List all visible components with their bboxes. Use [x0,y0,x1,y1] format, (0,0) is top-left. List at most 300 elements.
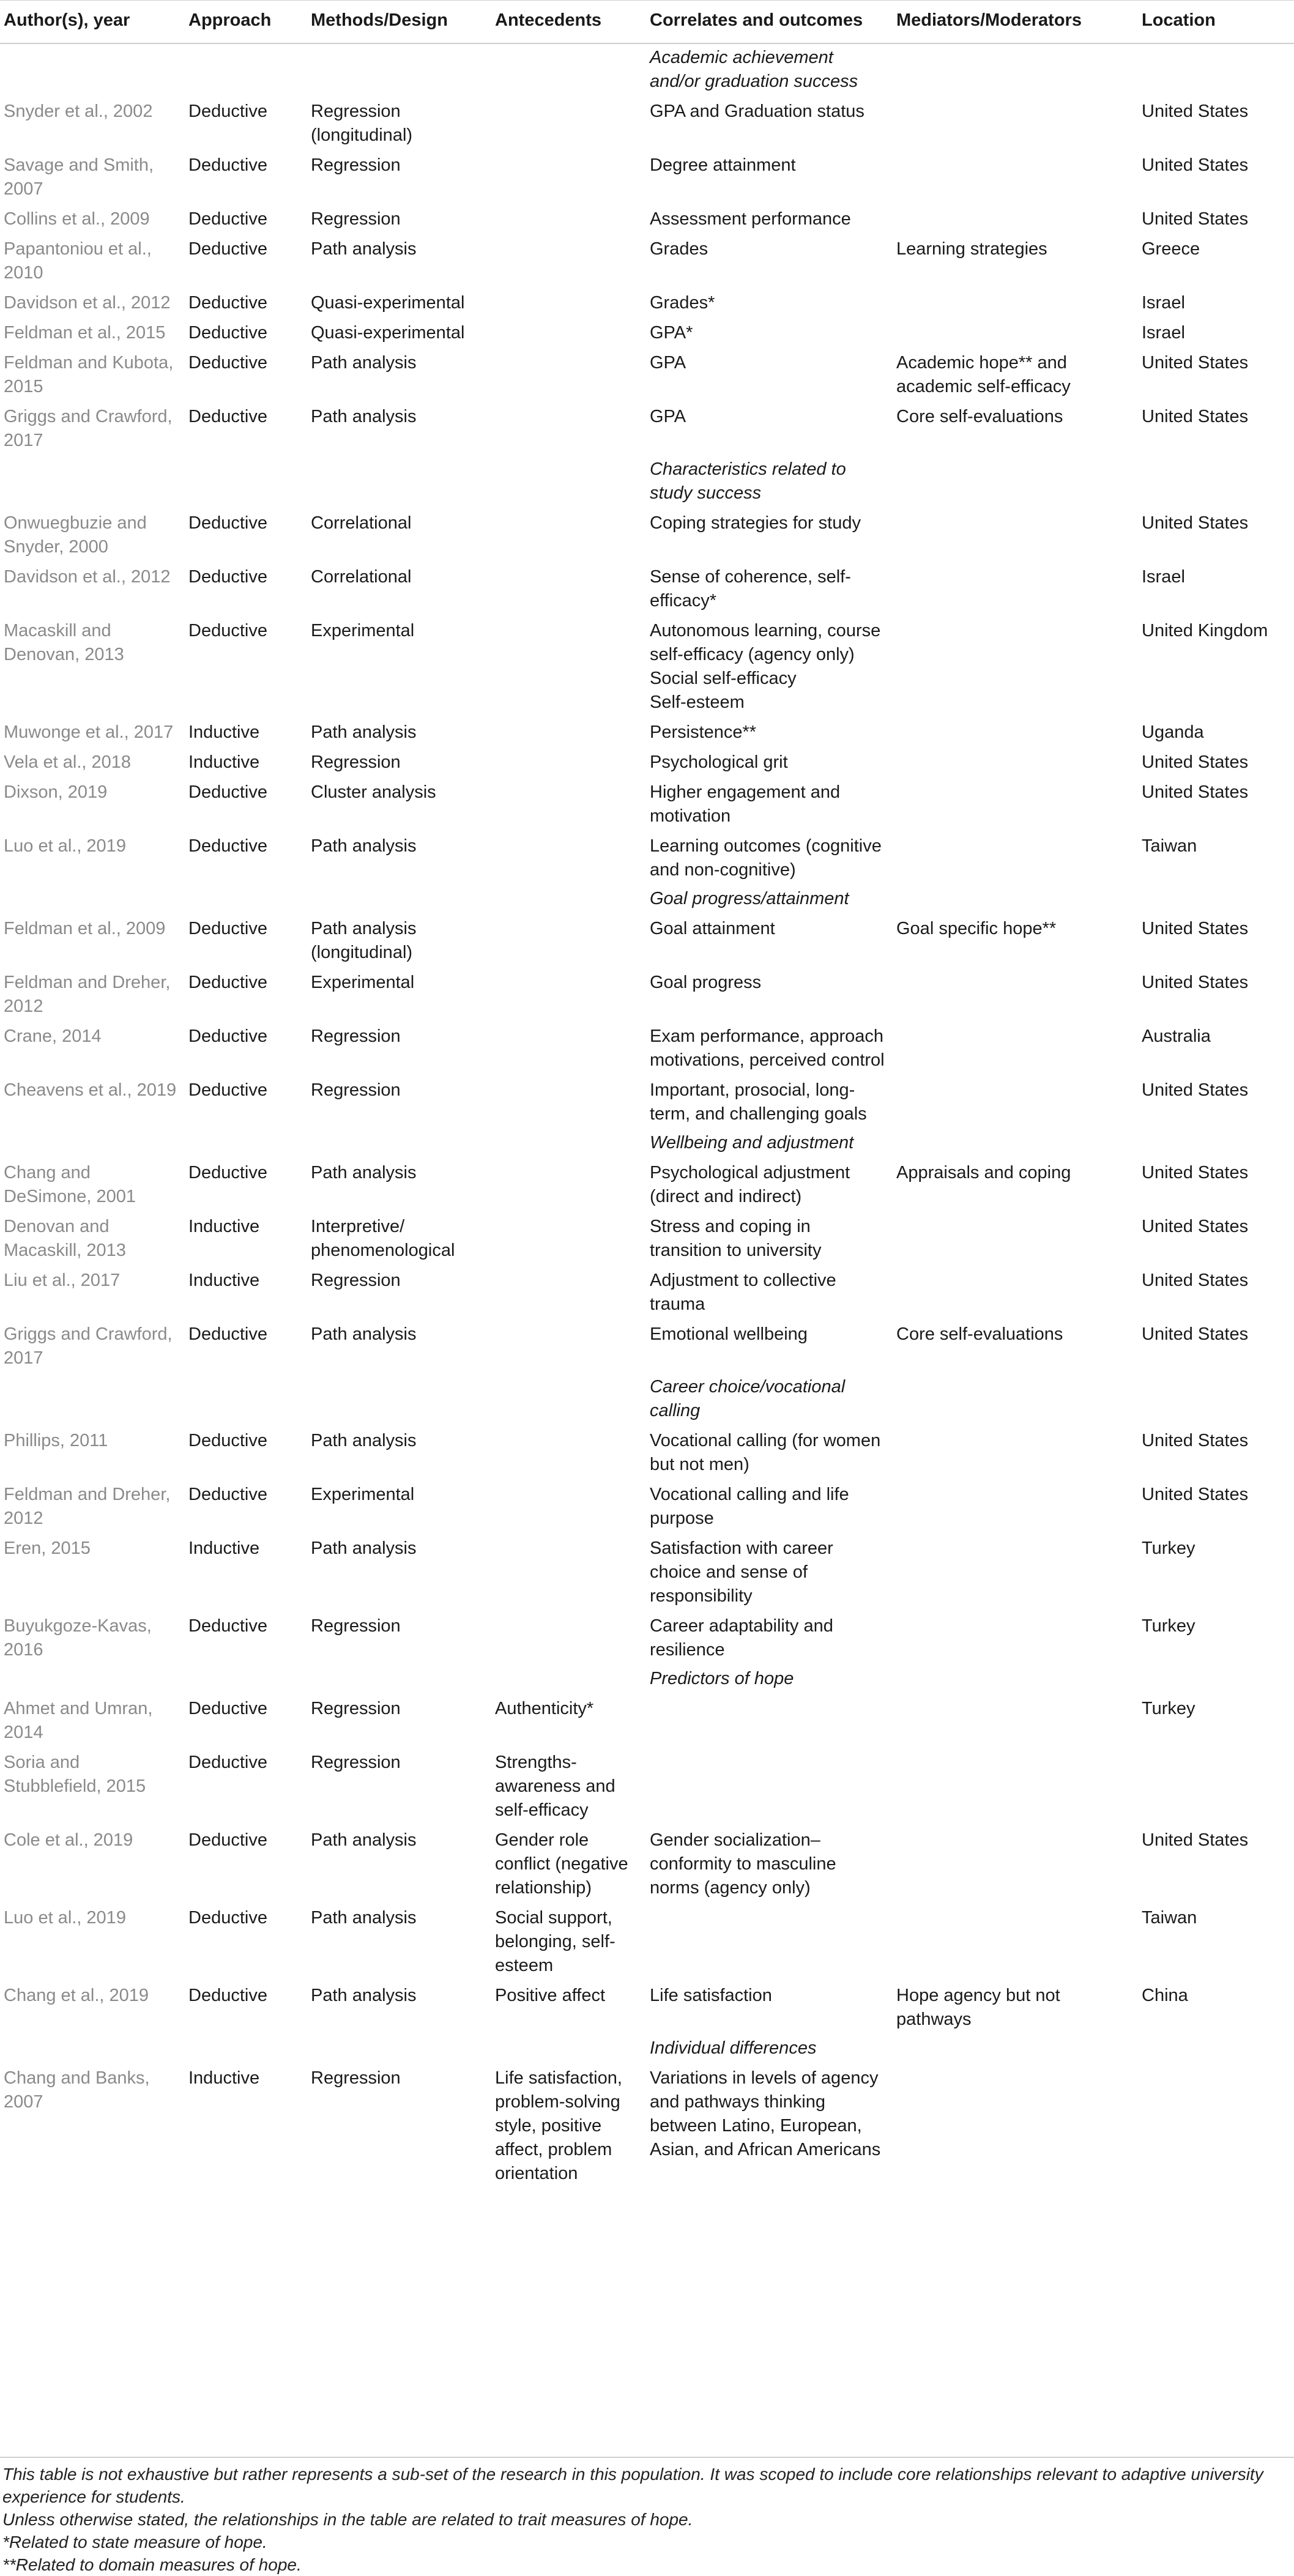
table-row [0,1611,1294,1665]
mediators-cell [893,508,1138,562]
author-cell: Vela et al., 2018 [4,752,131,772]
methods-cell: Regression [311,209,401,229]
table-row [0,204,1294,234]
approach-cell: Inductive [188,1271,260,1290]
author-cell: Papantoniou et al., 2010 [4,239,152,283]
methods-cell: Regression [311,1699,401,1718]
methods-cell: Path analysis (longitudinal) [311,919,417,962]
correlates-cell [646,1903,893,1981]
correlate-line: Career adaptability and resilience [650,1616,833,1660]
mediators-cell [893,1426,1138,1480]
correlate-line: GPA [650,407,686,426]
author-cell: Onwuegbuzie and Snyder, 2000 [4,513,147,557]
correlate-line: Satisfaction with career choice and sense of responsibility [650,1539,833,1606]
author-cell: Griggs and Crawford, 2017 [4,407,173,450]
correlates-cell [646,616,893,718]
table-section-row [0,2035,1294,2063]
empty-cell [893,456,1138,508]
antecedents-cell [491,1426,646,1480]
empty-cell [1138,1129,1294,1158]
approach-cell: Deductive [188,353,267,373]
correlates-cell [646,968,893,1022]
table-section-row [0,1665,1294,1694]
correlate-line: Vocational calling (for women but not men) [650,1431,881,1474]
author-cell: Feldman and Dreher, 2012 [4,1485,171,1528]
correlates-cell [646,2063,893,2189]
correlates-cell [646,288,893,318]
empty-cell [185,43,307,97]
author-cell: Denovan and Macaskill, 2013 [4,1217,126,1260]
correlates-cell [646,402,893,456]
location-cell: Taiwan [1142,1908,1197,1928]
approach-cell: Deductive [188,1324,267,1344]
correlates-cell [646,1426,893,1480]
mediators-cell [893,1212,1138,1266]
table-section-row [0,1373,1294,1426]
methods-cell: Path analysis [311,1986,417,2005]
methods-cell: Path analysis [311,1830,417,1850]
empty-cell [1138,2035,1294,2063]
table-section-row [0,1129,1294,1158]
location-cell: Israel [1142,323,1185,343]
table-row [0,1903,1294,1981]
table-row [0,1694,1294,1748]
empty-cell [307,1665,491,1694]
table-row [0,914,1294,968]
empty-cell [307,885,491,914]
table-row [0,748,1294,778]
correlates-cell [646,1748,893,1825]
author-cell: Dixson, 2019 [4,782,108,802]
antecedents-cell [491,288,646,318]
correlates-cell [646,204,893,234]
section-label: Individual differences [650,2038,817,2058]
table-row [0,318,1294,348]
table-row [0,1266,1294,1320]
correlates-cell [646,1480,893,1534]
empty-cell [1138,885,1294,914]
author-cell: Luo et al., 2019 [4,1908,126,1928]
table-row [0,1748,1294,1825]
methods-cell: Experimental [311,1485,415,1504]
approach-cell: Deductive [188,1026,267,1046]
methods-cell: Experimental [311,973,415,992]
mediators-cell [893,288,1138,318]
author-cell: Feldman et al., 2009 [4,919,166,938]
correlates-cell [646,1022,893,1075]
table-row [0,2063,1294,2189]
table-row [0,1022,1294,1075]
correlate-line: GPA [650,353,686,373]
approach-cell: Deductive [188,1699,267,1718]
table-row [0,1320,1294,1373]
correlate-line: Social self-efficacy [650,669,797,688]
table-section-row [0,456,1294,508]
approach-cell: Deductive [188,1163,267,1182]
methods-cell: Regression [311,1271,401,1290]
author-cell: Feldman and Dreher, 2012 [4,973,171,1016]
approach-cell: Deductive [188,293,267,313]
correlate-line: Adjustment to collective trauma [650,1271,836,1314]
correlate-line: Goal attainment [650,919,775,938]
mediators-cell: Core self-evaluations [896,1324,1063,1344]
methods-cell: Correlational [311,513,412,533]
empty-cell [491,2035,646,2063]
correlate-line: Grades* [650,293,715,313]
methods-cell: Path analysis [311,1539,417,1558]
mediators-cell [893,1903,1138,1981]
approach-cell: Inductive [188,1539,260,1558]
mediators-cell: Core self-evaluations [896,407,1063,426]
location-cell: United States [1142,782,1249,802]
methods-cell: Path analysis [311,1908,417,1928]
empty-cell [893,1373,1138,1426]
table-section-row [0,43,1294,97]
table-row [0,562,1294,616]
table-body [0,43,1294,2189]
correlate-line: GPA and Graduation status [650,102,865,121]
mediators-cell [893,968,1138,1022]
author-cell: Davidson et al., 2012 [4,293,171,313]
approach-cell: Deductive [188,1830,267,1850]
antecedents-cell [491,1320,646,1373]
empty-cell [0,885,185,914]
table-row [0,616,1294,718]
mediators-cell: Hope agency but not pathways [896,1986,1060,2029]
methods-cell: Path analysis [311,722,417,742]
table-row [0,1212,1294,1266]
location-cell: United Kingdom [1142,621,1268,640]
table-footnotes [0,2457,1294,2576]
antecedents-cell: Authenticity* [495,1699,594,1718]
antecedents-cell [491,1266,646,1320]
antecedents-cell [491,778,646,831]
table-row [0,234,1294,288]
methods-cell: Regression [311,1026,401,1046]
author-cell: Davidson et al., 2012 [4,567,171,587]
antecedents-cell [491,562,646,616]
author-cell: Ahmet and Umran, 2014 [4,1699,153,1742]
mediators-cell: Learning strategies [896,239,1047,259]
correlate-line: Grades [650,239,708,259]
location-cell: United States [1142,155,1249,175]
table-row [0,508,1294,562]
empty-cell [185,1665,307,1694]
location-cell [1138,1748,1294,1825]
methods-cell: Regression [311,155,401,175]
mediators-cell [893,150,1138,204]
mediators-cell: Goal specific hope** [896,919,1057,938]
correlates-cell [646,718,893,748]
approach-cell: Deductive [188,1485,267,1504]
mediators-cell [893,1480,1138,1534]
author-cell: Chang and DeSimone, 2001 [4,1163,136,1206]
location-cell: Israel [1142,567,1185,587]
table-row [0,150,1294,204]
antecedents-cell [491,718,646,748]
table-row [0,968,1294,1022]
approach-cell: Deductive [188,513,267,533]
correlates-cell [646,1694,893,1748]
location-cell: United States [1142,102,1249,121]
antecedents-cell [491,1480,646,1534]
mediators-cell [893,1694,1138,1748]
correlates-cell [646,1320,893,1373]
approach-cell: Inductive [188,722,260,742]
empty-cell [1138,1665,1294,1694]
footnote-trait: Unless otherwise stated, the relationships in the table are related to trait measures of hope. [2,2510,693,2529]
footnote-state: *Related to state measure of hope. [2,2533,267,2552]
empty-cell [307,2035,491,2063]
correlate-line: Vocational calling and life purpose [650,1485,849,1528]
approach-cell: Deductive [188,782,267,802]
author-cell: Feldman and Kubota, 2015 [4,353,174,396]
table-section-row [0,885,1294,914]
table-row [0,288,1294,318]
methods-cell: Interpretive/ phenomenological [311,1217,455,1260]
antecedents-cell [491,508,646,562]
correlate-line: GPA* [650,323,693,343]
empty-cell [1138,43,1294,97]
location-cell: United States [1142,1830,1249,1850]
empty-cell [1138,456,1294,508]
location-cell: Australia [1142,1026,1211,1046]
header-location: Location [1138,1,1294,44]
empty-cell [893,43,1138,97]
mediators-cell [893,1748,1138,1825]
mediators-cell [893,1022,1138,1075]
methods-cell: Quasi-experimental [311,323,465,343]
correlate-line: Coping strategies for study [650,513,861,533]
correlate-line: Self-esteem [650,692,745,712]
mediators-cell [893,1611,1138,1665]
antecedents-cell [491,97,646,150]
author-cell: Cole et al., 2019 [4,1830,133,1850]
approach-cell: Deductive [188,102,267,121]
methods-cell: Regression [311,1080,401,1100]
mediators-cell [893,1825,1138,1903]
correlate-line: Variations in levels of agency and pathways thinking between Latino, European, Asian, and African Americans [650,2068,881,2159]
correlates-cell [646,348,893,402]
methods-cell: Regression [311,1616,401,1636]
antecedents-cell [491,1158,646,1212]
author-cell: Griggs and Crawford, 2017 [4,1324,173,1368]
antecedents-cell [491,204,646,234]
location-cell: United States [1142,1163,1249,1182]
approach-cell: Deductive [188,1753,267,1772]
author-cell: Soria and Stubblefield, 2015 [4,1753,146,1796]
approach-cell: Inductive [188,752,260,772]
location-cell: United States [1142,407,1249,426]
correlates-cell [646,318,893,348]
antecedents-cell: Life satisfaction, problem-solving style, positive affect, problem orientation [495,2068,622,2183]
antecedents-cell [491,748,646,778]
antecedents-cell [491,914,646,968]
author-cell: Buyukgoze-Kavas, 2016 [4,1616,152,1660]
antecedents-cell [491,150,646,204]
correlates-cell [646,1075,893,1129]
antecedents-cell: Strengths-awareness and self-efficacy [495,1753,615,1820]
location-cell: United States [1142,1485,1249,1504]
location-cell: Turkey [1142,1616,1195,1636]
correlate-line: Degree attainment [650,155,796,175]
table-row [0,97,1294,150]
antecedents-cell [491,616,646,718]
methods-cell: Regression (longitudinal) [311,102,413,145]
antecedents-cell [491,1212,646,1266]
table-row [0,1480,1294,1534]
empty-cell [0,2035,185,2063]
header-correlates: Correlates and outcomes [646,1,893,44]
location-cell: United States [1142,752,1249,772]
antecedents-cell [491,1022,646,1075]
empty-cell [0,43,185,97]
methods-cell: Path analysis [311,353,417,373]
empty-cell [893,1129,1138,1158]
empty-cell [491,456,646,508]
empty-cell [0,1665,185,1694]
approach-cell: Deductive [188,323,267,343]
empty-cell [893,885,1138,914]
antecedents-cell [491,348,646,402]
empty-cell [0,1373,185,1426]
empty-cell [893,2035,1138,2063]
author-cell: Luo et al., 2019 [4,836,126,856]
methods-cell: Path analysis [311,1324,417,1344]
methods-cell: Correlational [311,567,412,587]
approach-cell: Deductive [188,1986,267,2005]
methods-cell: Regression [311,2068,401,2088]
footnote-scope: This table is not exhaustive but rather represents a sub-set of the research in this population. It was scoped to include core relationships relevant to adaptive university experience for students. [2,2465,1263,2506]
antecedents-cell: Social support, belonging, self-esteem [495,1908,615,1975]
author-cell: Cheavens et al., 2019 [4,1080,177,1100]
author-cell: Phillips, 2011 [4,1431,108,1450]
table-row [0,348,1294,402]
mediators-cell [893,2063,1138,2189]
methods-cell: Cluster analysis [311,782,436,802]
antecedents-cell [491,831,646,885]
correlate-line: Gender socialization–conformity to masculine norms (agency only) [650,1830,836,1898]
mediators-cell [893,97,1138,150]
antecedents-cell: Gender role conflict (negative relationship) [495,1830,628,1898]
footnote-domain: **Related to domain measures of hope. [2,2555,302,2574]
location-cell: United States [1142,1324,1249,1344]
author-cell: Feldman et al., 2015 [4,323,166,343]
section-label: Characteristics related to study success [650,459,846,503]
correlate-line: Goal progress [650,973,762,992]
correlates-cell [646,508,893,562]
mediators-cell [893,718,1138,748]
approach-cell: Deductive [188,209,267,229]
correlate-line: Persistence** [650,722,757,742]
empty-cell [307,1129,491,1158]
correlate-line: Higher engagement and motivation [650,782,841,826]
empty-cell [491,885,646,914]
correlates-cell [646,914,893,968]
approach-cell: Inductive [188,2068,260,2088]
table-row [0,1158,1294,1212]
empty-cell [307,43,491,97]
antecedents-cell [491,402,646,456]
author-cell: Crane, 2014 [4,1026,102,1046]
header-mediators: Mediators/Moderators [893,1,1138,44]
table-row [0,831,1294,885]
table-row [0,1426,1294,1480]
mediators-cell [893,831,1138,885]
mediators-cell [893,1534,1138,1611]
author-cell: Muwonge et al., 2017 [4,722,174,742]
correlate-line: Life satisfaction [650,1986,772,2005]
mediators-cell [893,748,1138,778]
location-cell: United States [1142,1080,1249,1100]
author-cell: Macaskill and Denovan, 2013 [4,621,124,664]
correlate-line: Assessment performance [650,209,851,229]
location-cell: United States [1142,513,1249,533]
location-cell: Israel [1142,293,1185,313]
location-cell: United States [1142,973,1249,992]
location-cell: Turkey [1142,1699,1195,1718]
author-cell: Eren, 2015 [4,1539,91,1558]
empty-cell [307,1373,491,1426]
correlate-line: Stress and coping in transition to university [650,1217,822,1260]
correlates-cell [646,1825,893,1903]
mediators-cell [893,1075,1138,1129]
methods-cell: Regression [311,752,401,772]
correlates-cell [646,748,893,778]
header-approach: Approach [185,1,307,44]
approach-cell: Deductive [188,1431,267,1450]
approach-cell: Deductive [188,407,267,426]
mediators-cell [893,562,1138,616]
empty-cell [185,1129,307,1158]
location-cell: Greece [1142,239,1200,259]
empty-cell [185,885,307,914]
table-row [0,1534,1294,1611]
author-cell: Snyder et al., 2002 [4,102,153,121]
empty-cell [893,1665,1138,1694]
correlates-cell [646,831,893,885]
table-row [0,402,1294,456]
table-row [0,1981,1294,2035]
antecedents-cell [491,318,646,348]
section-label: Predictors of hope [650,1669,794,1688]
header-methods: Methods/Design [307,1,491,44]
methods-cell: Path analysis [311,836,417,856]
mediators-cell [893,778,1138,831]
empty-cell [491,43,646,97]
methods-cell: Path analysis [311,239,417,259]
location-cell: United States [1142,353,1249,373]
mediators-cell [893,204,1138,234]
table-row [0,1825,1294,1903]
correlates-cell [646,1534,893,1611]
mediators-cell [893,616,1138,718]
empty-cell [491,1373,646,1426]
empty-cell [185,456,307,508]
mediators-cell [893,1266,1138,1320]
empty-cell [185,1373,307,1426]
empty-cell [491,1665,646,1694]
empty-cell [0,1129,185,1158]
correlates-cell [646,562,893,616]
mediators-cell [893,318,1138,348]
approach-cell: Deductive [188,155,267,175]
location-cell: United States [1142,1271,1249,1290]
antecedents-cell: Positive affect [495,1986,606,2005]
approach-cell: Deductive [188,621,267,640]
correlates-cell [646,1611,893,1665]
empty-cell [1138,1373,1294,1426]
